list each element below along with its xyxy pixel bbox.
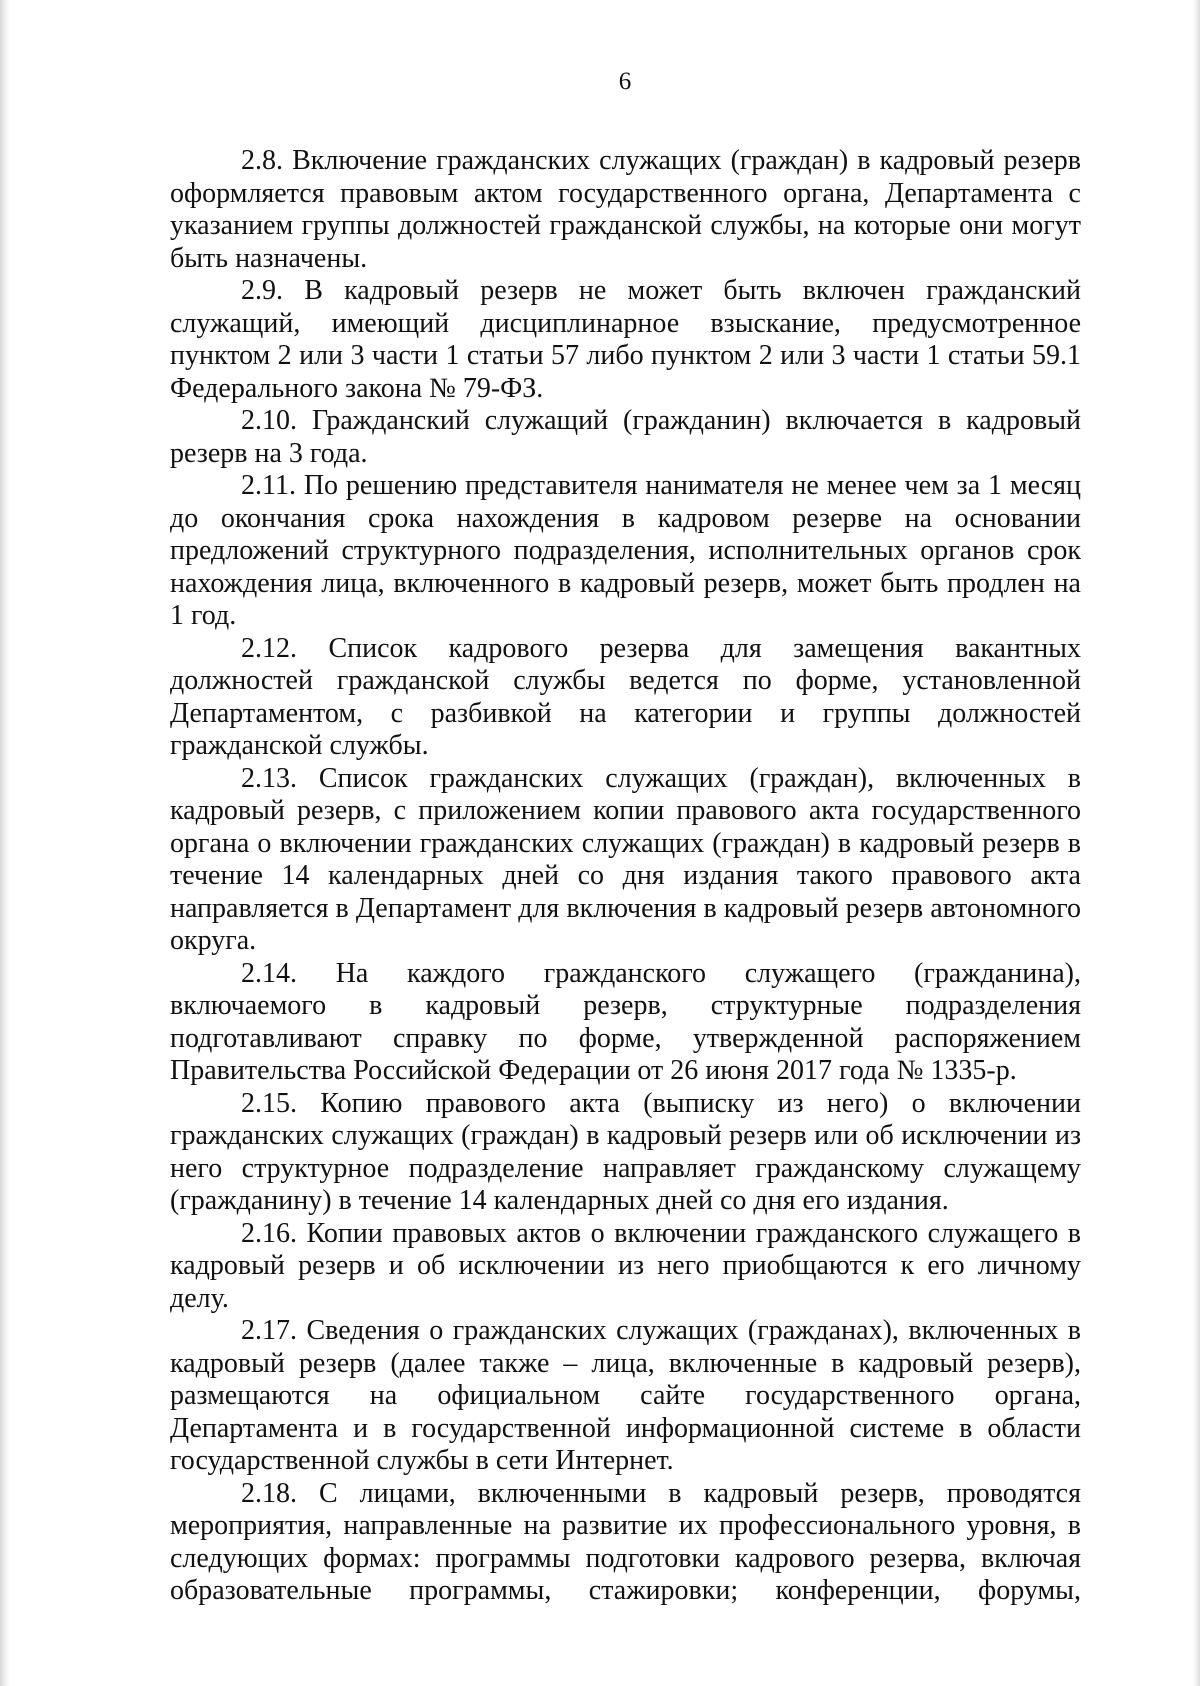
scan-edge-right bbox=[1192, 0, 1200, 1686]
paragraph-2-10: 2.10. Гражданский служащий (гражданин) включается в кадровый резерв на 3 года. bbox=[170, 405, 1081, 469]
paragraph-2-9: 2.9. В кадровый резерв не может быть включен гражданский служащий, имеющий дисциплинарное взыскание, предусмотренное пунктом 2 или 3 части 1 статьи 57 либо пунктом 2 или 3 части 1 статьи 59.1 Федерального закона № 79-ФЗ. bbox=[170, 275, 1081, 404]
scan-edge-left bbox=[0, 0, 10, 1686]
paragraph-2-18: 2.18. С лицами, включенными в кадровый резерв, проводятся мероприятия, направленные на развитие их профессионального уровня, в следующих формах: программы подготовки кадрового резерва, включая образовательные программы, стажировки; конференции, форумы, bbox=[170, 1477, 1081, 1606]
paragraph-2-14: 2.14. На каждого гражданского служащего (гражданина), включаемого в кадровый резерв, структурные подразделения подготавливают справку по форме, утвержденной распоряжением Правительства Российской Федерации от 26 июня 2017 года № 1335-р. bbox=[170, 957, 1081, 1086]
paragraph-2-16: 2.16. Копии правовых актов о включении гражданского служащего в кадровый резерв и об исключении из него приобщаются к его личному делу. bbox=[170, 1217, 1081, 1314]
paragraph-2-11: 2.11. По решению представителя нанимателя не менее чем за 1 месяц до окончания срока нахождения в кадровом резерве на основании предложений структурного подразделения, исполнительных органов срок нахождения лица, включенного в кадровый резерв, может быть продлен на 1 год. bbox=[170, 470, 1081, 631]
document-body bbox=[170, 145, 1081, 1608]
paragraph-2-13: 2.13. Список гражданских служащих (граждан), включенных в кадровый резерв, с приложением копии правового акта государственного органа о включении гражданских служащих (граждан) в кадровый резерв в течение 14 календарных дней со дня издания такого правового акта направляется в Департамент для включения в кадровый резерв автономного округа. bbox=[170, 762, 1081, 956]
paragraph-2-12: 2.12. Список кадрового резерва для замещения вакантных должностей гражданской службы ведется по форме, установленной Департаментом, с разбивкой на категории и группы должностей гражданской службы. bbox=[170, 632, 1081, 761]
paragraph-2-17: 2.17. Сведения о гражданских служащих (гражданах), включенных в кадровый резерв (далее также – лица, включенные в кадровый резерв), размещаются на официальном сайте государственного органа, Департамента и в государственной информационной системе в области государственной службы в сети Интернет. bbox=[170, 1315, 1081, 1476]
page-number: 6 bbox=[618, 68, 632, 95]
paragraph-2-8: 2.8. Включение гражданских служащих (граждан) в кадровый резерв оформляется правовым актом государственного органа, Департамента с указанием группы должностей гражданской службы, на которые они могут быть назначены. bbox=[170, 145, 1081, 274]
paragraph-2-15: 2.15. Копию правового акта (выписку из него) о включении гражданских служащих (граждан) в кадровый резерв или об исключении из него структурное подразделение направляет гражданскому служащему (гражданину) в течение 14 календарных дней со дня его издания. bbox=[170, 1087, 1081, 1216]
